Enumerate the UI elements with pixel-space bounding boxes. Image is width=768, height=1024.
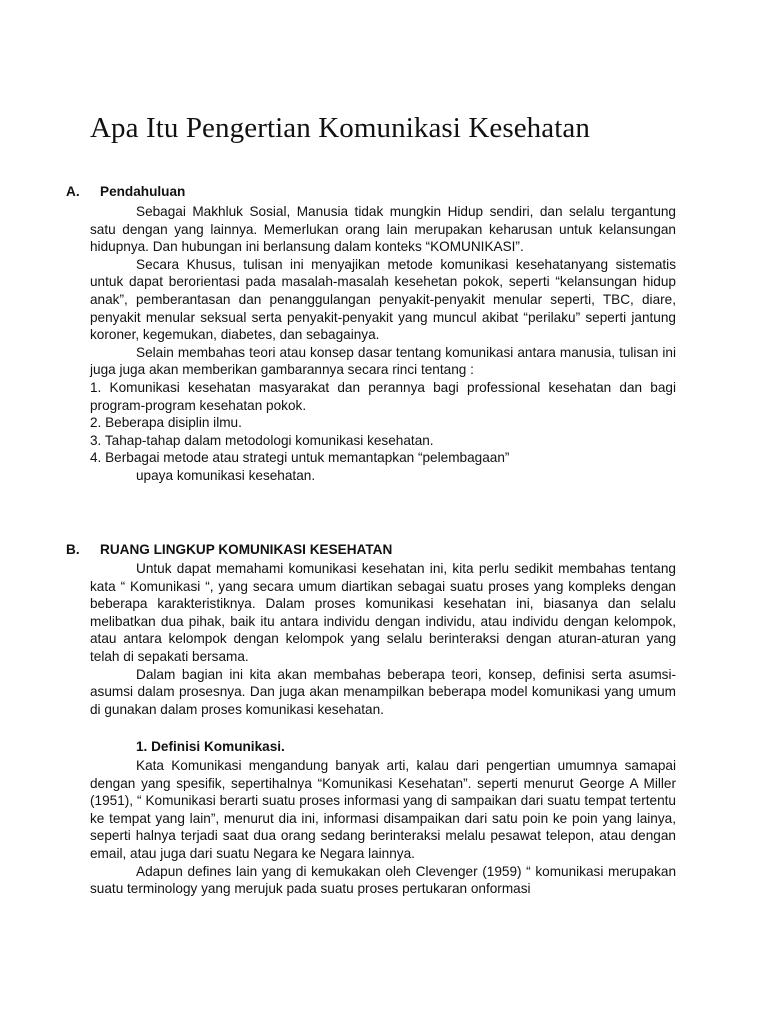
paragraph: Kata Komunikasi mengandung banyak arti, kalau dari pengertian umumnya samapai dengan yang spesifik, sepertihalnya “Komunikasi Kesehatan”. seperti menurut George A Miller (1951), “ Komunikasi berarti suatu proses informasi yang di sampaikan dari suatu tempat tertentu ke tempat yang lain”, menurut dia ini, informasi disampaikan dari satu poin ke poin yang lainya, seperti halnya terjadi saat dua orang sedang berinteraksi melalu pesawat telepon, atau dengan email, atau juga dari suatu Negara ke Negara lainnya.: [90, 758, 676, 861]
list-item: 3. Tahap-tahap dalam metodologi komunikasi kesehatan.: [90, 432, 434, 448]
paragraph: Adapun defines lain yang di kemukakan oleh Clevenger (1959) “ komunikasi merupakan suatu terminology yang merujuk pada suatu proses pertukaran onformasi: [90, 863, 676, 897]
paragraph: Untuk dapat memahami komunikasi kesehatan ini, kita perlu sedikit membahas tentang kata “ Komunikasi “, yang secara umum diartikan sebagai suatu proses yang kompleks dengan beberapa karakteristiknya. Dalam proses komunikasi kesehatan ini, biasanya dan selalu melibatkan dua pihak, baik itu antara individu dengan individu, atau individu dengan kelompok, atau antara kelompok dengan kelompok yang selalu berinteraksi dengan aturan-aturan yang telah di sepakati bersama.: [90, 561, 676, 664]
paragraph: Dalam bagian ini kita akan membahas beberapa teori, konsep, definisi serta asumsi-asumsi dalam prosesnya. Dan juga akan menampilkan beberapa model komunikasi yang umum di gunakan dalam proses komunikasi kesehatan.: [90, 666, 676, 717]
section-a-title: Pendahuluan: [100, 184, 186, 199]
section-a-body: [90, 203, 676, 485]
section-a-marker: A.: [66, 184, 80, 199]
section-b-title: RUANG LINGKUP KOMUNIKASI KESEHATAN: [100, 542, 393, 557]
paragraph: Sebagai Makhluk Sosial, Manusia tidak mungkin Hidup sendiri, dan selalu tergantung satu dengan yang lainnya. Memerlukan orang lain merupakan keharusan untuk kelansungan hidupnya. Dan hubungan ini berlansung dalam konteks “KOMUNIKASI”.: [90, 204, 676, 255]
topic-list: [90, 379, 676, 485]
subsection-body: [90, 757, 676, 898]
list-item: 2. Beberapa disiplin ilmu.: [90, 415, 242, 431]
paragraph: Selain membahas teori atau konsep dasar tentang komunikasi antara manusia, tulisan ini juga juga akan memberikan gambarannya secara rinci tentang :: [90, 344, 676, 378]
list-item: 1. Komunikasi kesehatan masyarakat dan perannya bagi professional kesehatan dan bagi program-program kesehatan pokok.: [90, 379, 676, 413]
section-b-heading: [66, 542, 392, 557]
list-item-continuation: upaya komunikasi kesehatan.: [136, 467, 316, 483]
section-a-heading: [66, 184, 185, 199]
document-title: Apa Itu Pengertian Komunikasi Kesehatan: [90, 112, 590, 144]
paragraph: Secara Khusus, tulisan ini menyajikan metode komunikasi kesehatanyang sistematis untuk dapat berorientasi pada masalah-masalah kesehetan pokok, seperti “kelansungan hidup anak”, pemberantasan dan penanggulangan penyakit-penyakit menular seperti, TBC, diare, penyakit menular seksual serta penyakit-penyakit yang muncul akibat “perilaku” seperti jantung koroner, kegemukan, diabetes, dan sebagainya.: [90, 256, 676, 343]
section-b-body: [90, 560, 676, 718]
list-item: 4. Berbagai metode atau strategi untuk memantapkan “pelembagaan”: [90, 450, 510, 466]
subsection-heading: 1. Definisi Komunikasi.: [136, 739, 285, 754]
section-b-marker: B.: [66, 542, 80, 557]
